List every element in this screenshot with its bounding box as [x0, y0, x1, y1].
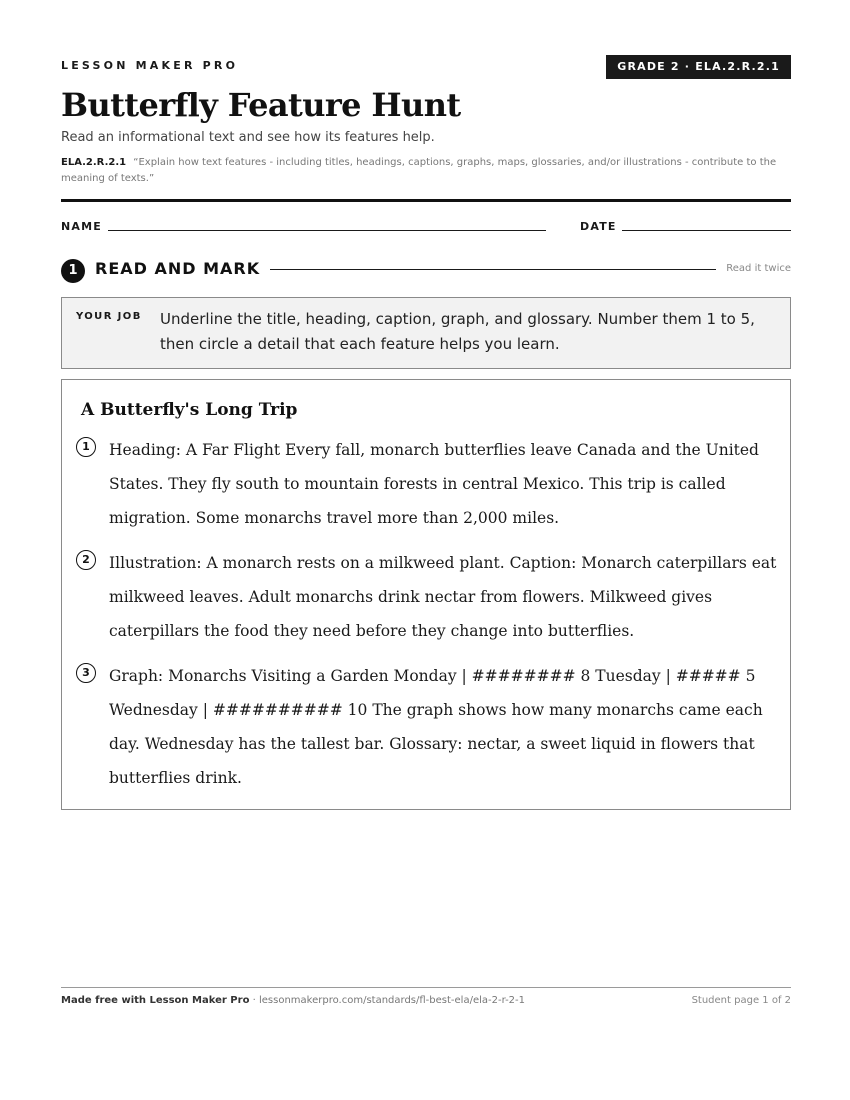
paragraph-number-badge: 3 — [76, 663, 96, 683]
paragraph-text: Graph: Monarchs Visiting a Garden Monday | ######## 8 Tuesday | ##### 5 Wednesday | ########## 10 The graph shows how many monarchs came each day. Wednesday has the tallest bar. Glossary: nectar, a sweet liquid in flowers that butterflies drink. — [109, 667, 763, 787]
name-label: NAME — [61, 220, 102, 233]
standard-code: ELA.2.R.2.1 — [61, 157, 127, 168]
footer-page-number: Student page 1 of 2 — [691, 995, 791, 1006]
page-subtitle: Read an informational text and see how its features help. — [61, 130, 435, 145]
paragraph-number-badge: 1 — [76, 437, 96, 457]
job-label: YOUR JOB — [76, 311, 142, 322]
footer-url[interactable]: lessonmakerpro.com/standards/fl-best-ela/ela-2-r-2-1 — [258, 995, 526, 1006]
section-divider — [270, 269, 716, 270]
job-text: Underline the title, heading, caption, graph, and glossary. Number them 1 to 5, then circle a detail that each feature helps you learn. — [160, 310, 755, 353]
date-field[interactable] — [622, 230, 791, 231]
section-number-badge: 1 — [61, 259, 85, 283]
passage-title: A Butterfly's Long Trip — [81, 400, 298, 420]
footer-divider — [61, 987, 791, 988]
footer-credit — [61, 995, 525, 1006]
paragraph-text: Heading: A Far Flight Every fall, monarch butterflies leave Canada and the United States. They fly south to mountain forests in central Mexico. This trip is called migration. Some monarchs travel more than 2,000 miles. — [109, 441, 759, 527]
page-title: Butterfly Feature Hunt — [61, 86, 461, 124]
paragraph-number-badge: 2 — [76, 550, 96, 570]
paragraph-text: Illustration: A monarch rests on a milkweed plant. Caption: Monarch caterpillars eat milkweed leaves. Adult monarchs drink nectar from flowers. Milkweed gives caterpillars the food they need before they change into butterflies. — [109, 554, 777, 640]
section-note: Read it twice — [726, 263, 791, 274]
footer-separator: · — [249, 995, 259, 1006]
standard-text: “Explain how text features - including titles, headings, captions, graphs, maps, glossaries, and/or illustrations - contribute to the meaning of texts.” — [61, 157, 777, 184]
brand-name: LESSON MAKER PRO — [61, 59, 239, 72]
name-field[interactable] — [108, 230, 546, 231]
worksheet-page — [61, 0, 791, 1100]
job-instructions-box — [61, 297, 791, 369]
header-divider — [61, 199, 791, 202]
footer-made-with: Made free with Lesson Maker Pro — [61, 995, 250, 1006]
section-title: READ AND MARK — [95, 259, 261, 278]
grade-badge: GRADE 2 · ELA.2.R.2.1 — [606, 55, 791, 79]
reading-passage-box — [61, 379, 791, 810]
standard-description — [61, 155, 791, 187]
date-label: DATE — [580, 220, 617, 233]
